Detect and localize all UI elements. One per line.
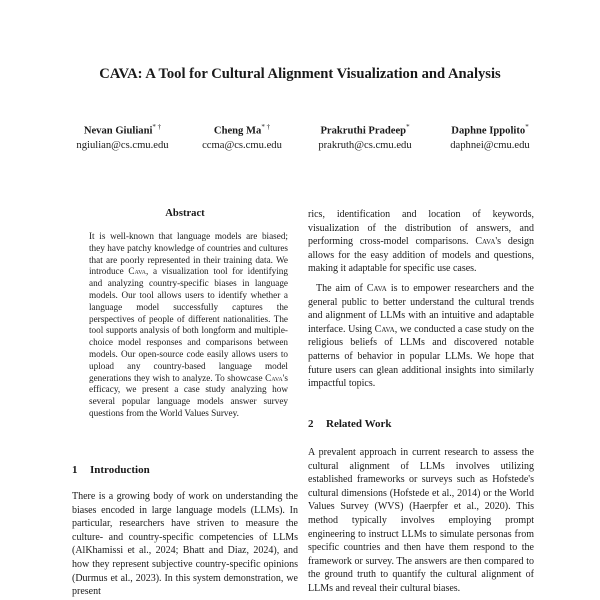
author-name: Prakruthi Pradeep — [320, 125, 407, 137]
author-email: daphnei@cmu.edu — [450, 139, 530, 151]
paper-title: CAVA: A Tool for Cultural Alignment Visualization and Analysis — [99, 66, 501, 82]
author-email: ngiulian@cs.cmu.edu — [76, 139, 169, 151]
author-email: prakruth@cs.cmu.edu — [318, 139, 412, 151]
introduction-text: There is a growing body of work on understanding the biases encoded in large language models (LLMs). In particular, researchers have striven to measure the culture- and country-specific competencies of LLMs (AlKhamissi et al., 2024; Bhatt and Diaz, 2024), and how they represent subjective country-specific opinions (Durmus et al., 2023). In this system demonstration, we present — [72, 491, 298, 598]
abstract-text: It is well-known that language models are biased; they have patchy knowledge of countries and cultures that are poorly represented in their training data. We introduce Cava, a visualization tool for identifying and analyzing country-specific biases in language models. Our tool allows users to identify whether a language model successfully captures the perspectives of people of different nationalities. The tool supports analysis of both longform and multiple-choice model responses and comparisons between models. Our open-source code easily allows users to upload any country-based language model generations they wish to analyze. To showcase Cava's efficacy, we present a case study analyzing how several popular language models answer survey questions from the World Values Survey. — [89, 231, 288, 418]
related-work-heading — [308, 418, 392, 430]
author-name: Daphne Ippolito — [451, 125, 526, 137]
author-block — [300, 120, 430, 153]
author-marks: * — [406, 123, 410, 131]
section-number: 2 — [308, 418, 314, 430]
body-paragraph: rics, identification and location of keywords, visualization of the distribution of answers, and performing cross-model comparisons. Cava's design allows for the easy addition of models and questions, making it adaptable for specific use cases. — [308, 209, 534, 275]
left-column — [72, 208, 298, 598]
author-list — [60, 120, 540, 160]
author-block — [430, 120, 550, 153]
author-block — [55, 120, 190, 153]
related-work-text: A prevalent approach in current research to assess the cultural alignment of LLMs involves utilizing established frameworks or surveys such as Hofstede's cultural dimensions (Hofstede et al., 2014) or the World Values Survey (WVS) (Haerpfer et al., 2020). This method typically involves employing prompt engineering to instruct LLMs to simulate personas from specific countries and then have them respond to the framework or survey. The answers are then compared to the ground truth to quantify the cultural alignment of LLMs and reveal their cultural biases. — [308, 447, 534, 594]
author-block — [187, 120, 297, 153]
author-marks: * — [525, 123, 529, 131]
abstract-heading: Abstract — [165, 208, 205, 219]
section-title: Related Work — [326, 418, 392, 430]
author-marks: * † — [152, 123, 162, 131]
introduction-heading — [72, 464, 150, 476]
author-name: Cheng Ma — [213, 125, 262, 137]
author-email: ccma@cs.cmu.edu — [202, 139, 282, 151]
body-paragraph: The aim of Cava is to empower researchers and the general public to better understand the cultural trends and alignment of LLMs with an intuitive and adaptable interface. Using Cava, we conducted a case study on the religious beliefs of LLMs and discovered notable patterns of behavior in popular LLMs. We hope that future users can glean additional insights into similarly impactful topics. — [308, 283, 534, 390]
section-title: Introduction — [90, 464, 150, 476]
author-name: Nevan Giuliani — [83, 125, 153, 137]
section-number: 1 — [72, 464, 78, 476]
author-marks: * † — [261, 123, 271, 131]
